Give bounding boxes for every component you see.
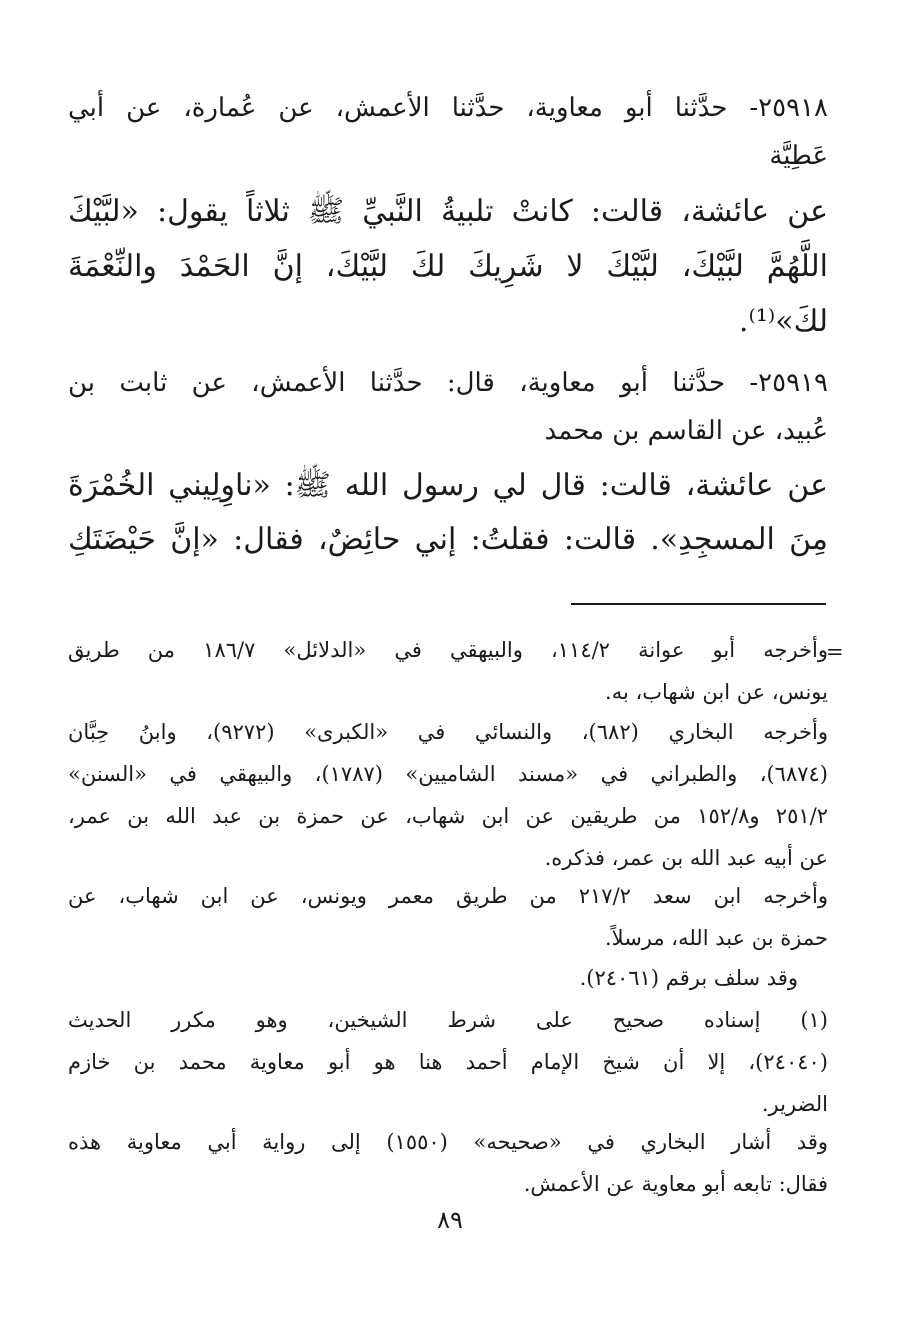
hadith-25919-matn-line-1: عن عائشة، قالت: قال لي رسول الله ﷺ: «ناوِلِيني الخُمْرَةَ xyxy=(68,468,828,503)
footnote-continuation-mark: = xyxy=(826,640,844,664)
hadith-25918-matn-line-1: عن عائشة، قالت: كانتْ تلبيةُ النَّبيِّ ﷺ ثلاثاً يقول: «لبَّيْكَ xyxy=(68,194,828,229)
footnote-p6-line-1: وقد أشار البخاري في «صحيحه» (١٥٥٠) إلى رواية أبي معاوية هذه xyxy=(68,1130,828,1154)
footnote-p4-line-1: وقد سلف برقم (٢٤٠٦١). xyxy=(579,966,798,990)
hadith-25918-isnad-line-1: ٢٥٩١٨- حدَّثنا أبو معاوية، حدَّثنا الأعمش، عن عُمارة، عن أبي xyxy=(68,93,828,123)
hadith-25918-isnad-line-2: عَطِيَّة xyxy=(769,141,828,171)
footnote-p3-line-2: حمزة بن عبد الله، مرسلاً. xyxy=(605,926,828,950)
hadith-25918-matn-line-3: لكَ»⁽¹⁾. xyxy=(738,304,828,339)
footnote-p5-line-3: الضرير. xyxy=(761,1092,828,1116)
footnote-p1-line-1: وأخرجه أبو عوانة ١١٤/٢، والبيهقي في «الدلائل» ١٨٦/٧ من طريق xyxy=(68,638,828,662)
footnote-separator xyxy=(571,603,826,605)
footnote-p1-line-2: يونس، عن ابن شهاب، به. xyxy=(605,680,828,704)
hadith-25919-isnad-line-2: عُبيد، عن القاسم بن محمد xyxy=(544,416,828,446)
hadith-25919-isnad-line-1: ٢٥٩١٩- حدَّثنا أبو معاوية، قال: حدَّثنا الأعمش، عن ثابت بن xyxy=(68,368,828,398)
footnote-p2-line-4: عن أبيه عبد الله بن عمر، فذكره. xyxy=(544,846,828,870)
page-number: ٨٩ xyxy=(437,1206,463,1234)
footnote-p5-line-2: (٢٤٠٤٠)، إلا أن شيخ الإمام أحمد هنا هو أبو معاوية محمد بن خازم xyxy=(68,1050,828,1074)
footnote-p2-line-1: وأخرجه البخاري (٦٨٢)، والنسائي في «الكبرى» (٩٢٧٢)، وابنُ حِبَّان xyxy=(68,720,828,744)
footnote-p5-line-1: (١) إسناده صحيح على شرط الشيخين، وهو مكرر الحديث xyxy=(68,1008,828,1032)
hadith-25918-matn-line-2: اللَّهُمَّ لبَّيْكَ، لبَّيْكَ لا شَرِيكَ لكَ لبَّيْكَ، إنَّ الحَمْدَ والنِّعْمَةَ xyxy=(68,249,828,284)
footnote-p2-line-2: (٦٨٧٤)، والطبراني في «مسند الشاميين» (١٧٨٧)، والبيهقي في «السنن» xyxy=(68,762,828,786)
footnote-p6-line-2: فقال: تابعه أبو معاوية عن الأعمش. xyxy=(523,1172,828,1196)
footnote-p2-line-3: ٢٥١/٢ و١٥٢/٨ من طريقين عن ابن شهاب، عن حمزة بن عبد الله بن عمر، xyxy=(68,804,828,828)
hadith-25919-matn-line-2: مِنَ المسجِدِ». قالت: فقلتُ: إني حائِضٌ، فقال: «إنَّ حَيْضَتَكِ xyxy=(68,522,828,557)
footnote-p3-line-1: وأخرجه ابن سعد ٢١٧/٢ من طريق معمر ويونس، عن ابن شهاب، عن xyxy=(68,884,828,908)
